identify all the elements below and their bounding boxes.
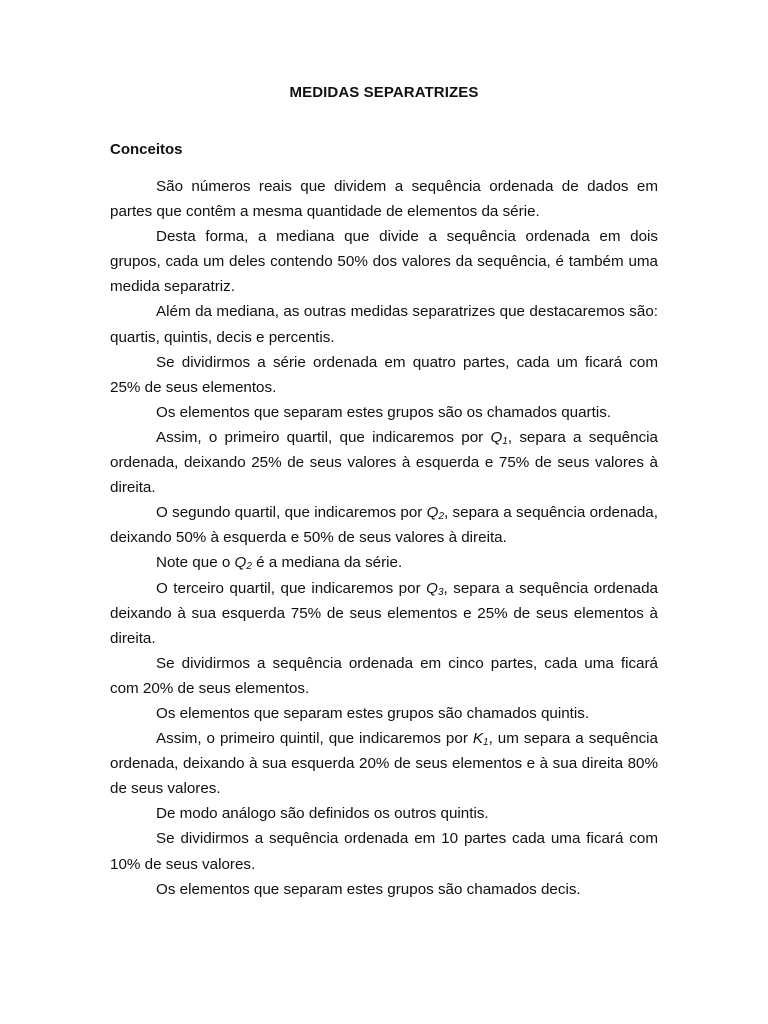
math-symbol: Q	[426, 579, 438, 597]
text-segment: Os elementos que separam estes grupos são chamados decis.	[156, 880, 581, 898]
text-segment: Desta forma, a mediana que divide a sequência ordenada em dois grupos, cada um deles contendo 50% dos valores da sequência, é também uma medida separatriz.	[110, 228, 658, 296]
text-segment: Os elementos que separam estes grupos são os chamados quartis.	[156, 403, 612, 421]
math-symbol: Q	[426, 504, 439, 522]
text-segment: De modo análogo são definidos os outros quintis.	[156, 805, 489, 823]
math-symbol: Q	[490, 428, 503, 446]
text-segment: O segundo quartil, que indicaremos por	[156, 504, 427, 522]
text-segment: , separa a sequência ordenada, deixando 25% de seus valores à esquerda e 75% de seus valores à direita.	[110, 428, 658, 497]
math-symbol: Q	[234, 554, 247, 572]
section-heading: Conceitos	[110, 141, 183, 158]
paragraph	[110, 726, 658, 801]
math-symbol: K	[472, 730, 484, 748]
text-segment: Além da mediana, as outras medidas separatrizes que destacaremos são: quartis, quintis, decis e percentis.	[110, 303, 658, 346]
page-title: MEDIDAS SEPARATRIZES	[289, 84, 479, 101]
paragraph	[110, 425, 658, 500]
paragraph	[110, 400, 658, 425]
text-segment: Os elementos que separam estes grupos são chamados quintis.	[156, 704, 590, 722]
paragraph	[110, 350, 658, 400]
paragraph	[110, 801, 658, 826]
text-segment: Se dividirmos a sequência ordenada em 10 partes cada uma ficará com 10% de seus valores.	[110, 830, 658, 873]
subscript: 2	[438, 511, 445, 523]
subscript: 3	[437, 586, 444, 598]
text-segment: , separa a sequência ordenada deixando à sua esquerda 75% de seus elementos e 25% de seus elementos à direita.	[110, 579, 658, 647]
subscript: 2	[246, 561, 252, 573]
paragraph	[110, 500, 658, 550]
text-segment: São números reais que dividem a sequência ordenada de dados em partes que contêm a mesma quantidade de elementos da série.	[110, 178, 658, 221]
body-text	[110, 174, 658, 902]
text-segment: Se dividirmos a sequência ordenada em cinco partes, cada uma ficará com 20% de seus elementos.	[110, 654, 658, 697]
text-segment: , um separa a sequência ordenada, deixando à sua esquerda 20% de seus elementos e à sua direita 80% de seus valores.	[110, 730, 658, 798]
text-segment: , separa a sequência ordenada, deixando 50% à esquerda e 50% de seus valores à direita.	[110, 504, 658, 547]
text-segment: Assim, o primeiro quintil, que indicaremos por	[156, 730, 473, 748]
paragraph	[110, 877, 658, 902]
text-segment: é a mediana da série.	[251, 554, 403, 572]
paragraph	[110, 224, 658, 299]
text-segment: O terceiro quartil, que indicaremos por	[156, 579, 427, 597]
text-segment: Se dividirmos a série ordenada em quatro partes, cada um ficará com 25% de seus elementos.	[110, 353, 658, 396]
text-segment: Assim, o primeiro quartil, que indicaremos por	[156, 428, 491, 446]
paragraph	[110, 701, 658, 726]
paragraph	[110, 576, 658, 651]
subscript: 1	[483, 737, 489, 749]
subscript: 1	[502, 435, 508, 447]
paragraph	[110, 826, 658, 876]
text-segment: Note que o	[156, 554, 235, 572]
paragraph	[110, 651, 658, 701]
paragraph	[110, 174, 658, 224]
paragraph	[110, 299, 658, 349]
paragraph	[110, 550, 658, 575]
